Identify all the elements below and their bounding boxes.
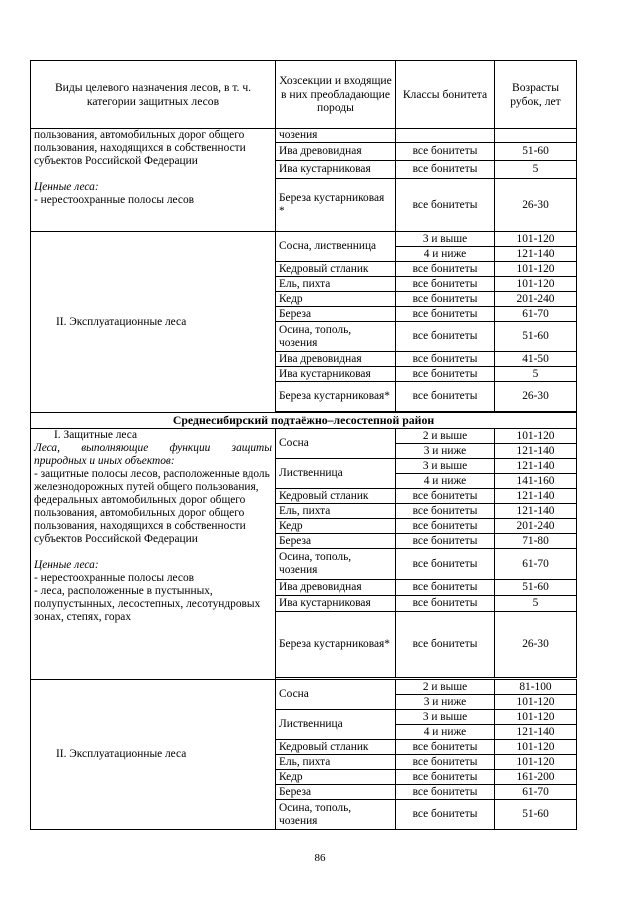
block3-valuable-forests: Ценные леса: (34, 559, 99, 571)
header-purpose: Виды целевого назначения лесов, в т. ч. категории защитных лесов (31, 61, 276, 129)
class-cell: все бонитеты (396, 504, 495, 519)
species-cell: Кедр (276, 770, 396, 785)
species-cell: Береза кустарниковая * (276, 179, 396, 232)
age-cell: 81-100 (495, 680, 577, 695)
class-cell: все бонитеты (396, 596, 495, 612)
header-sections: Хозсекции и входящие в них преобладающие породы (276, 61, 396, 129)
age-cell: 101-120 (495, 695, 577, 710)
age-cell: 26-30 (495, 179, 577, 232)
class-cell: 4 и ниже (396, 247, 495, 262)
class-cell: все бонитеты (396, 612, 495, 678)
species-cell: Береза (276, 534, 396, 549)
header-ages: Возрасты рубок, лет (495, 61, 577, 129)
table-row (31, 232, 577, 247)
class-cell: 3 и ниже (396, 695, 495, 710)
species-cell: Сосна, лиственница (276, 232, 396, 262)
class-cell: 2 и выше (396, 680, 495, 695)
class-cell: все бонитеты (396, 277, 495, 292)
age-cell: 101-120 (495, 262, 577, 277)
species-cell: Кедровый стланик (276, 489, 396, 504)
table-row (31, 129, 577, 143)
class-cell: все бонитеты (396, 143, 495, 161)
table-header-row (31, 61, 577, 129)
species-cell: Кедровый стланик (276, 262, 396, 277)
class-cell: все бонитеты (396, 755, 495, 770)
age-cell: 51-60 (495, 800, 577, 830)
species-cell: Береза (276, 307, 396, 322)
age-cell: 101-120 (495, 232, 577, 247)
age-cell: 51-60 (495, 580, 577, 596)
age-cell: 5 (495, 596, 577, 612)
age-cell: 61-70 (495, 785, 577, 800)
block2-left-cell (31, 232, 276, 413)
species-cell: Ива кустарниковая (276, 596, 396, 612)
age-cell: 121-140 (495, 489, 577, 504)
block3-left-cell (31, 429, 276, 680)
age-cell: 51-60 (495, 143, 577, 161)
class-cell: 3 и ниже (396, 444, 495, 459)
age-cell: 121-140 (495, 444, 577, 459)
class-cell: все бонитеты (396, 534, 495, 549)
age-cell: 101-120 (495, 710, 577, 725)
species-cell: Ива кустарниковая (276, 367, 396, 382)
block2-left-text: II. Эксплуатационные леса (56, 315, 187, 328)
block3-item1: - нерестоохранные полосы лесов (34, 572, 195, 584)
class-cell: 3 и выше (396, 459, 495, 474)
age-cell: 161-200 (495, 770, 577, 785)
species-cell: Осина, тополь, чозения (276, 322, 396, 352)
class-cell: все бонитеты (396, 489, 495, 504)
forest-age-table (30, 60, 577, 830)
species-cell: Береза (276, 785, 396, 800)
age-cell: 5 (495, 161, 577, 179)
class-cell: 3 и выше (396, 710, 495, 725)
table-row (31, 429, 577, 444)
age-cell: 101-120 (495, 429, 577, 444)
age-cell: 5 (495, 367, 577, 382)
species-cell: Ива кустарниковая (276, 161, 396, 179)
class-cell: 2 и выше (396, 429, 495, 444)
species-cell: Ель, пихта (276, 504, 396, 519)
species-cell: Ель, пихта (276, 277, 396, 292)
block4-left-cell (31, 680, 276, 830)
class-cell: все бонитеты (396, 740, 495, 755)
class-cell: все бонитеты (396, 322, 495, 352)
species-cell: Лиственница (276, 459, 396, 489)
class-cell: все бонитеты (396, 307, 495, 322)
species-cell: Кедр (276, 292, 396, 307)
block3-item2: - леса, расположенные в пустынных, полупустынных, лесостепных, лесотундровых зонах, степях, горах (34, 585, 261, 623)
species-cell: Осина, тополь, чозения (276, 800, 396, 830)
species-cell: Ива древовидная (276, 352, 396, 367)
block1-valuable-forests: Ценные леса: (34, 181, 99, 193)
age-cell: 61-70 (495, 549, 577, 580)
block1-left-cell (31, 129, 276, 232)
age-cell: 41-50 (495, 352, 577, 367)
class-cell: все бонитеты (396, 161, 495, 179)
block1-item: - нерестоохранные полосы лесов (34, 194, 195, 206)
page-number: 86 (314, 852, 326, 864)
block1-left-text: пользования, автомобильных дорог общего пользования, находящихся в собственности субъектов Российской Федерации (34, 129, 246, 167)
age-cell: 26-30 (495, 612, 577, 678)
age-cell: 201-240 (495, 519, 577, 534)
class-cell: все бонитеты (396, 382, 495, 412)
age-cell: 121-140 (495, 247, 577, 262)
class-cell: все бонитеты (396, 179, 495, 232)
age-cell: 101-120 (495, 740, 577, 755)
species-cell: Береза кустарниковая* (276, 382, 396, 412)
class-cell: 3 и выше (396, 232, 495, 247)
table-row (31, 680, 577, 695)
block4-left-text: II. Эксплуатационные леса (56, 748, 187, 760)
age-cell: 26-30 (495, 382, 577, 412)
age-cell: 121-140 (495, 459, 577, 474)
block3-protective-heading: I. Защитные леса (54, 429, 138, 441)
age-cell: 201-240 (495, 292, 577, 307)
age-cell: 121-140 (495, 725, 577, 740)
species-cell: Лиственница (276, 710, 396, 740)
species-cell: Береза кустарниковая* (276, 612, 396, 678)
age-cell: 51-60 (495, 322, 577, 352)
class-cell: все бонитеты (396, 770, 495, 785)
section-title: Среднесибирский подтаёжно–лесостепной район (31, 413, 577, 429)
class-cell: все бонитеты (396, 549, 495, 580)
species-cell: Кедровый стланик (276, 740, 396, 755)
class-cell: все бонитеты (396, 367, 495, 382)
species-cell: Осина, тополь, чозения (276, 549, 396, 580)
class-cell: все бонитеты (396, 262, 495, 277)
species-cell: Ива древовидная (276, 580, 396, 596)
class-cell: все бонитеты (396, 352, 495, 367)
class-cell: 4 и ниже (396, 474, 495, 489)
species-cell: Сосна (276, 429, 396, 459)
age-cell: 101-120 (495, 277, 577, 292)
class-cell: все бонитеты (396, 292, 495, 307)
class-cell: все бонитеты (396, 800, 495, 830)
class-cell: все бонитеты (396, 519, 495, 534)
species-cell: Кедр (276, 519, 396, 534)
block3-functions-italic: Леса, выполняющие функции защиты природных и иных объектов: (34, 442, 272, 467)
age-cell: 121-140 (495, 504, 577, 519)
header-classes: Классы бонитета (396, 61, 495, 129)
class-cell: все бонитеты (396, 785, 495, 800)
section-row (31, 413, 577, 429)
age-cell: 61-70 (495, 307, 577, 322)
age-cell: 101-120 (495, 755, 577, 770)
species-cell: Ель, пихта (276, 755, 396, 770)
species-cell: Ива древовидная (276, 143, 396, 161)
class-cell: все бонитеты (396, 580, 495, 596)
species-cell: чозения (276, 129, 396, 143)
block3-protective-strips: - защитные полосы лесов, расположенные вдоль железнодорожных путей общего пользования, федеральных автомобильных дорог общего пользования, автомобильных дорог общего пользования, находящихся в собственности субъектов Российской Федерации (34, 468, 270, 545)
age-cell: 71-80 (495, 534, 577, 549)
species-cell: Сосна (276, 680, 396, 710)
class-cell: 4 и ниже (396, 725, 495, 740)
age-cell: 141-160 (495, 474, 577, 489)
